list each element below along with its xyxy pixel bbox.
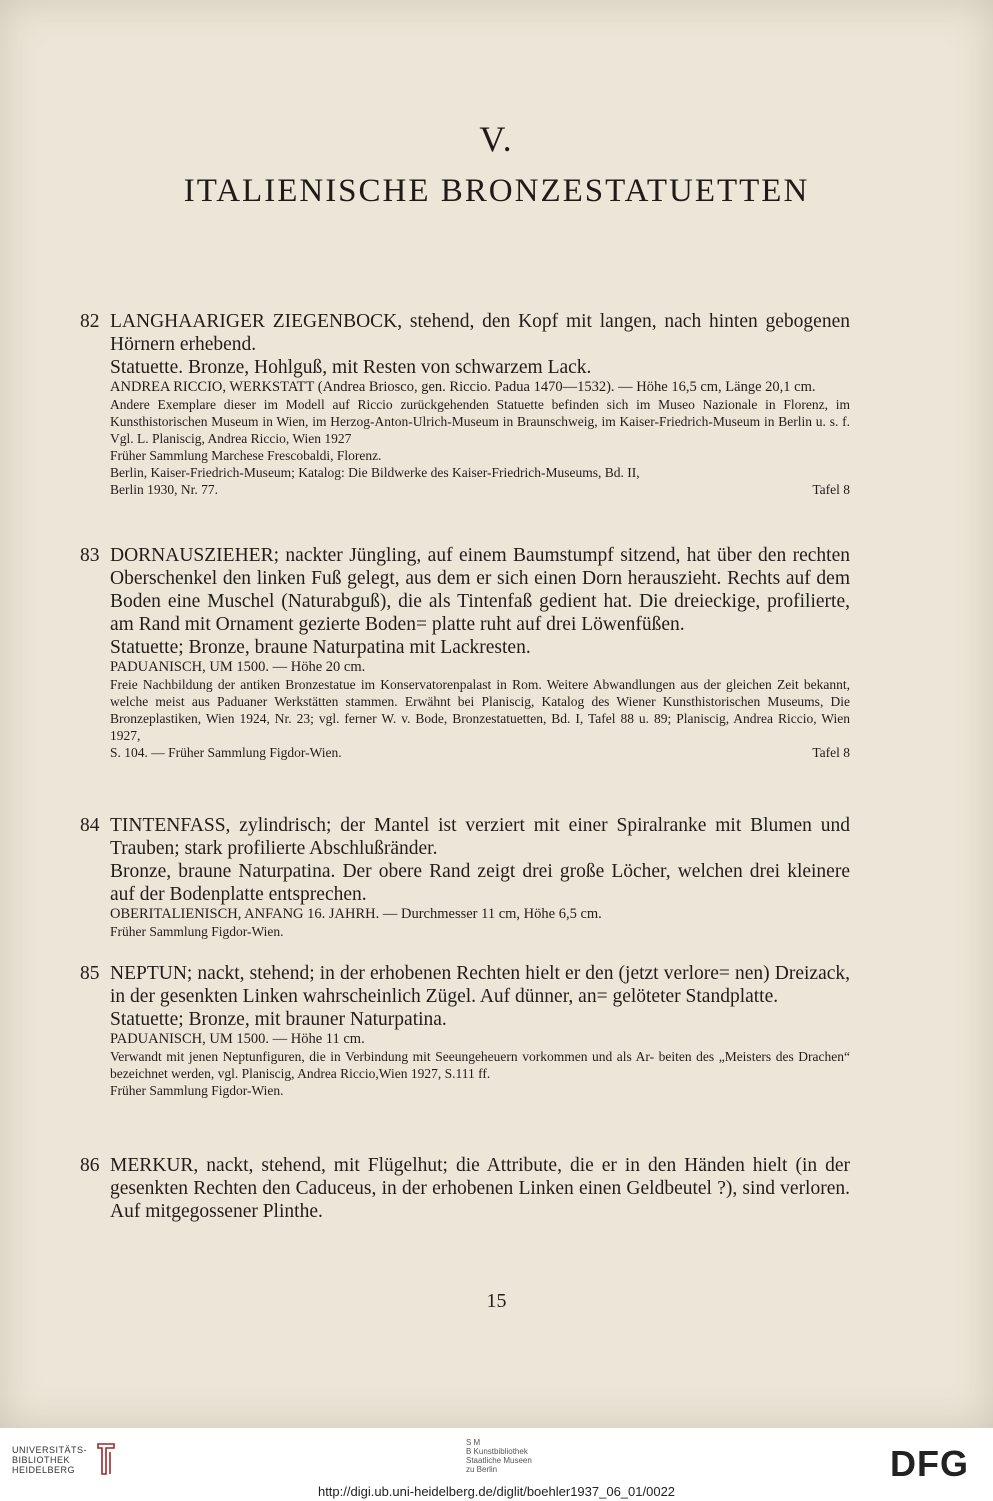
entry-heading: NEPTUN; nackt, stehend; in der erhobenen Rechten hielt er den (jetzt verlore= nen) Dreizack, in der gesenkten Linken wahrscheinlich Zügel. Auf dünner, an= gelöteter Standplatte. (110, 963, 850, 1007)
entry-note: Freie Nachbildung der antiken Bronzestatue im Konservatorenpalast in Rom. Weitere Abwandlungen aus der gleichen Zeit bekannt, welche meist aus Paduaner Werkstätten stammen. Erwähnt bei Planiscig, Katalog des Wiener Kunsthistorischen Museums, Die Bronzeplastiken, Wien 1924, Nr. 23; vgl. ferner W. v. Bode, Bronzestatuetten, Bd. I, Tafel 88 u. 89; Planiscig, Andrea Riccio, Wien 1927, (110, 677, 850, 743)
entry-heading: LANGHAARIGER ZIEGENBOCK, stehend, den Kopf mit langen, nach hinten gebogenen Hörnern erhebend. (110, 311, 850, 355)
entry-provenance: Früher Sammlung Figdor-Wien. (110, 1083, 284, 1098)
entry-note-end: S. 104. — Früher Sammlung Figdor-Wien. (110, 745, 342, 760)
entry-provenance: Früher Sammlung Figdor-Wien. (110, 924, 284, 939)
entry-number: 86 (80, 1155, 100, 1176)
catalog-entry-82 (80, 310, 850, 498)
catalog-entry-83 (80, 544, 850, 761)
entry-literature-end: Berlin 1930, Nr. 77. (110, 482, 218, 497)
chapter-title: ITALIENISCHE BRONZESTATUETTEN (183, 173, 810, 209)
entry-literature: Berlin, Kaiser-Friedrich-Museum; Katalog: Die Bildwerke des Kaiser-Friedrich-Museums, Bd. II, (110, 465, 640, 480)
catalog-entry-86 (80, 1154, 850, 1223)
entry-attribution: ANDREA RICCIO, WERKSTATT (Andrea Briosco, gen. Riccio. Padua 1470—1532). — Höhe 16,5 cm, Länge 20,1 cm. (110, 379, 816, 395)
chapter-number: V. (479, 119, 514, 159)
entry-note: Andere Exemplare dieser im Modell auf Riccio zurückgehenden Statuette befinden sich im Museo Nazionale in Florenz, im Kunsthistorischen Museum in Wien, im Herzog-Anton-Ulrich-Museum in Braunschweig, im Kaiser-Friedrich-Museum in Berlin u. s. f. Vgl. L. Planiscig, Andrea Riccio, Wien 1927 (110, 397, 850, 446)
entry-number: 82 (80, 311, 100, 332)
entry-attribution: PADUANISCH, UM 1500. — Höhe 20 cm. (110, 659, 366, 675)
entry-heading: DORNAUSZIEHER; nackter Jüngling, auf einem Baumstumpf sitzend, hat über den rechten Oberschenkel den linken Fuß gelegt, aus dem er sich einen Dorn herauszieht. Rechts auf dem Boden eine Muschel (Naturabguß), die als Tintenfaß gedient hat. Die dreieckige, profilierte, am Rand mit Ornament gezierte Boden= platte ruht auf drei Löwenfüßen. (110, 545, 850, 635)
entry-description: Statuette; Bronze, braune Naturpatina mit Lackresten. (110, 637, 531, 658)
entry-description: Bronze, braune Naturpatina. Der obere Rand zeigt drei große Löcher, welchen drei kleinere auf der Bodenplatte entsprechen. (110, 861, 850, 905)
entry-attribution: PADUANISCH, UM 1500. — Höhe 11 cm. (110, 1031, 365, 1047)
entry-description: Statuette. Bronze, Hohlguß, mit Resten von schwarzem Lack. (110, 357, 592, 378)
catalog-entry-85 (80, 962, 850, 1099)
entry-heading: MERKUR, nackt, stehend, mit Flügelhut; die Attribute, die er in den Händen hielt (in der gesenkten Rechten den Caduceus, in der erhobenen Linken einen Geldbeutel ?), sind verloren. Auf mitgegossener Plinthe. (110, 1155, 850, 1222)
library-logo-icon (92, 1440, 120, 1478)
page-number: 15 (486, 1290, 507, 1312)
plate-reference: Tafel 8 (812, 482, 850, 497)
library-name: UNIVERSITÄTS- BIBLIOTHEK HEIDELBERG (12, 1445, 88, 1475)
plate-reference: Tafel 8 (812, 745, 850, 760)
entry-note: Verwandt mit jenen Neptunfiguren, die in Verbindung mit Seeungeheuern vorkommen und als Ar- beiten des „Meisters des Drachen“ bezeichnet werden, vgl. Planiscig, Andrea Riccio,Wien 1927, S.111 ff. (110, 1049, 850, 1081)
entry-heading: TINTENFASS, zylindrisch; der Mantel ist verziert mit einer Spiralranke mit Blumen und Trauben; stark profilierte Abschlußränder. (110, 815, 850, 859)
entry-number: 83 (80, 545, 100, 566)
entry-provenance: Früher Sammlung Marchese Frescobaldi, Florenz. (110, 448, 382, 463)
entry-description: Statuette; Bronze, mit brauner Naturpatina. (110, 1009, 447, 1030)
dfg-logo: DFG (890, 1443, 969, 1484)
entry-attribution: OBERITALIENISCH, ANFANG 16. JAHRH. — Durchmesser 11 cm, Höhe 6,5 cm. (110, 906, 602, 922)
entry-number: 85 (80, 963, 100, 984)
entry-number: 84 (80, 815, 100, 836)
museum-logo: S M B Kunstbibliothek Staatliche Museen zu Berlin (466, 1438, 532, 1474)
source-url[interactable]: http://digi.ub.uni-heidelberg.de/diglit/boehler1937_06_01/0022 (317, 1484, 676, 1499)
catalog-entry-84 (80, 814, 850, 940)
